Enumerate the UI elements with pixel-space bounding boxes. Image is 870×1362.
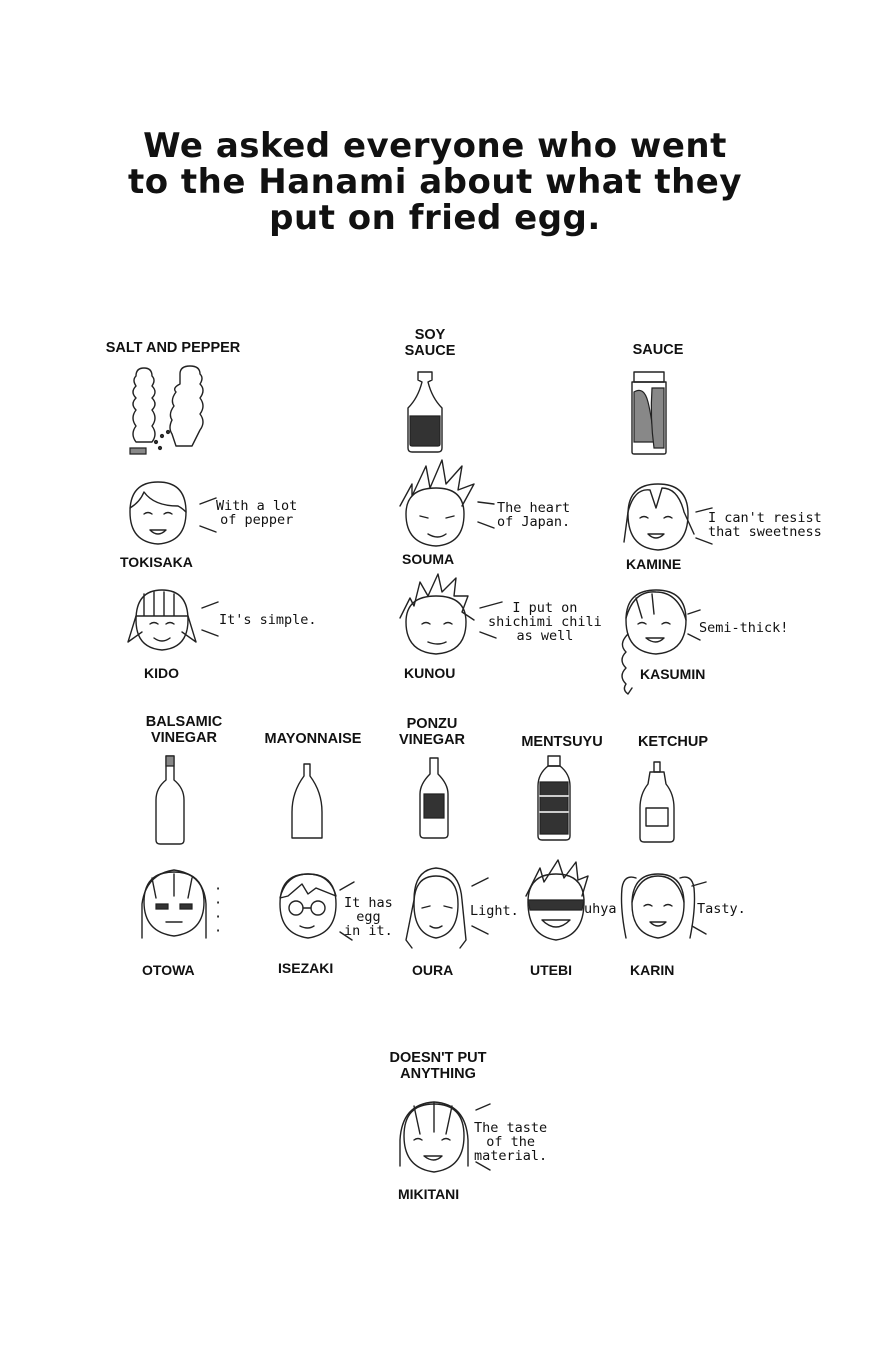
label-balsamic-vinegar [136,714,232,746]
speech-line-1: · [214,881,223,897]
ketchup-bottle-icon [636,758,678,844]
sauce-bottle-icon [626,368,674,458]
oura-face-icon [398,864,474,950]
label-doesnt-put-anything [378,1050,498,1082]
soy-sauce-bottle-icon [400,368,450,454]
title-line-2: to the Hanami about what they [127,162,743,202]
label-salt-and-pepper: SALT AND PEPPER [105,340,241,356]
label-ponzu-vinegar [392,716,472,748]
speech-line-1: With a lot [216,498,298,514]
name-otowa: OTOWA [142,962,195,978]
speech-souma [497,501,570,529]
label-line-1: DOESN'T PUT [389,1050,487,1066]
name-isezaki: ISEZAKI [278,960,334,976]
title-line-1: We asked everyone who went [143,126,727,166]
speech-line-1: I put on [512,600,578,616]
label-line-1: SOY [414,327,446,343]
name-kunou: KUNOU [404,665,456,681]
speech-tokisaka [216,499,297,527]
ponzu-bottle-icon [414,754,454,842]
page-title [0,128,870,236]
utebi-face-icon [518,856,594,946]
name-mikitani: MIKITANI [398,1186,460,1202]
speech-line-2: egg [356,909,381,925]
name-utebi: UTEBI [530,962,572,978]
speech-line-2: of the [486,1134,535,1150]
speech-line-2: of Japan. [497,514,571,530]
speech-lines-icon [470,870,494,940]
name-kasumin: KASUMIN [640,666,706,682]
kido-face-icon [124,586,200,658]
name-souma: SOUMA [402,551,455,567]
title-line-3: put on fried egg. [269,198,601,238]
name-kamine: KAMINE [626,556,682,572]
label-line-2: SAUCE [404,343,456,359]
label-line-1: PONZU [406,716,458,732]
name-karin: KARIN [630,962,675,978]
name-tokisaka: TOKISAKA [120,554,193,570]
speech-lines-icon [692,504,716,548]
label-ketchup: KETCHUP [637,734,709,750]
label-soy-sauce [380,327,480,359]
speech-lines-icon [196,496,220,536]
speech-lines-icon [474,494,498,534]
speech-otowa [214,882,222,938]
speech-line-2: shichimi chili [488,614,602,630]
speech-lines-icon [472,1096,496,1176]
speech-utebi: uhya [584,901,617,917]
label-line-2: ANYTHING [400,1066,476,1082]
speech-lines-icon [684,604,704,648]
speech-line-2: · [214,895,223,911]
label-sauce: SAUCE [632,342,684,358]
speech-kamine [708,511,822,539]
speech-lines-icon [198,600,222,640]
speech-lines-icon [476,598,506,644]
otowa-face-icon [134,864,214,944]
label-line-2: VINEGAR [398,732,466,748]
salt-and-pepper-shakers-icon [120,362,220,462]
speech-line-1: I can't resist [708,510,822,526]
speech-karin: Tasty. [697,901,746,917]
speech-line-3: material. [474,1148,548,1164]
speech-kido: It's simple. [219,612,317,628]
souma-face-icon [392,458,482,550]
mayonnaise-bottle-icon [288,760,328,844]
speech-line-1: The taste [474,1120,548,1136]
tokisaka-face-icon [122,478,192,550]
speech-line-1: It has [344,895,393,911]
speech-line-3: in it. [344,923,393,939]
speech-line-2: of pepper [220,512,294,528]
speech-lines-icon [336,876,360,946]
label-mayonnaise: MAYONNAISE [264,731,362,747]
speech-line-4: · [214,923,223,939]
label-mentsuyu: MENTSUYU [521,734,603,750]
balsamic-bottle-icon [150,752,190,848]
kamine-face-icon [618,478,702,558]
mentsuyu-bottle-icon [534,752,574,844]
isezaki-face-icon [272,868,342,944]
label-line-1: BALSAMIC [145,714,223,730]
karin-face-icon [616,864,698,954]
name-oura: OURA [412,962,454,978]
speech-kasumin: Semi-thick! [699,620,789,636]
speech-lines-icon [690,872,710,938]
mikitani-face-icon [390,1092,476,1182]
speech-line-3: as well [516,628,574,644]
name-kido: KIDO [144,665,179,681]
speech-line-1: The heart [497,500,571,516]
speech-line-2: that sweetness [708,524,822,540]
label-line-2: VINEGAR [150,730,218,746]
speech-line-3: · [214,909,223,925]
kunou-face-icon [394,568,480,658]
speech-oura: Light. [470,903,519,919]
